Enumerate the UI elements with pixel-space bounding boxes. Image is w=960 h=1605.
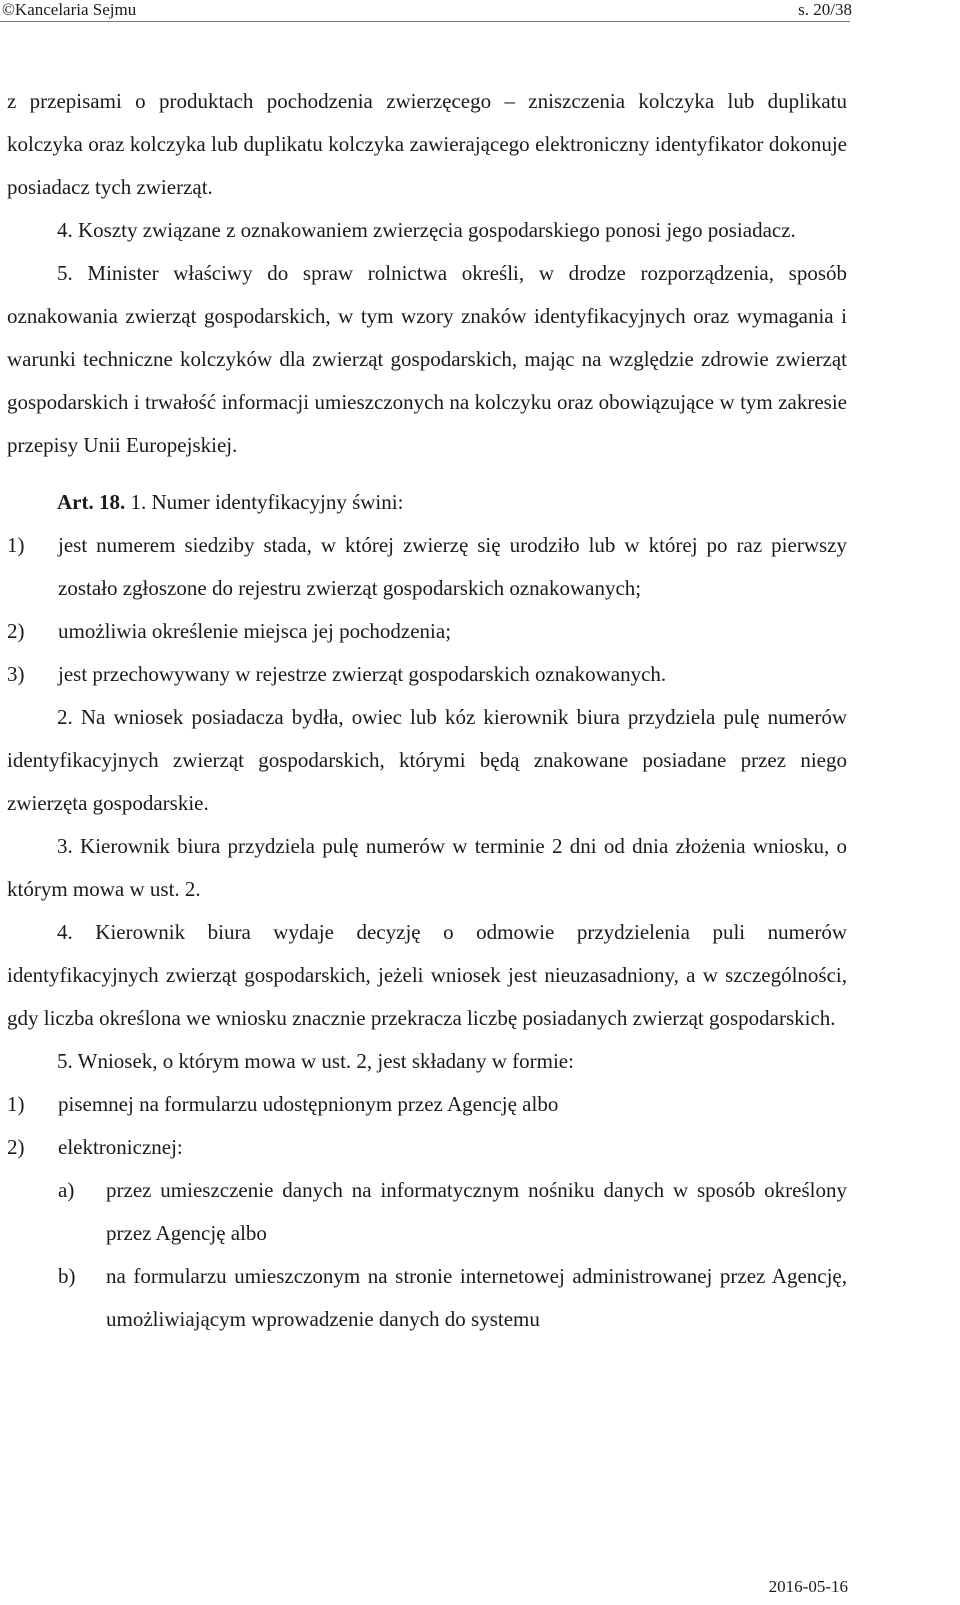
sub-list-item: [7, 1255, 847, 1341]
article-intro: 1. Numer identyfikacyjny świni:: [130, 490, 404, 514]
article-paragraph-3: 3. Kierownik biura przydziela pulę numerów w terminie 2 dni od dnia złożenia wniosku, o którym mowa w ust. 2.: [7, 834, 847, 901]
sub-list-item-text: na formularzu umieszczonym na stronie internetowej administrowanej przez Agencję, umożliwiającym wprowadzenie danych do systemu: [106, 1264, 847, 1331]
list-item-text: umożliwia określenie miejsca jej pochodzenia;: [58, 619, 452, 643]
list-item-number: 1): [7, 1092, 25, 1116]
sub-list-item-letter: a): [58, 1178, 75, 1202]
article-paragraph-5: 5. Wniosek, o którym mowa w ust. 2, jest składany w formie:: [57, 1049, 574, 1073]
list-item: [7, 1083, 847, 1126]
list-item-text: jest przechowywany w rejestrze zwierząt gospodarskich oznakowanych.: [58, 662, 667, 686]
article-18-heading: [7, 481, 847, 524]
page-number: s. 20/38: [798, 0, 852, 19]
list-item-number: 2): [7, 619, 25, 643]
list-item-text: elektronicznej:: [58, 1135, 183, 1159]
page-header: [0, 0, 960, 24]
list-item-number: 2): [7, 1135, 25, 1159]
article-paragraph-2: 2. Na wniosek posiadacza bydła, owiec lub kóz kierownik biura przydziela pulę numerów identyfikacyjnych zwierząt gospodarskich, którymi będą znakowane posiadane przez niego zwierzęta gospodarskie.: [7, 705, 847, 815]
list-item-text: jest numerem siedziby stada, w której zwierzę się urodziło lub w której po raz pierwszy zostało zgłoszone do rejestru zwierząt gospodarskich oznakowanych;: [58, 533, 847, 600]
document-date: 2016-05-16: [768, 1577, 848, 1596]
publisher-label: ©Kancelaria Sejmu: [2, 0, 137, 19]
list-item: [7, 1126, 847, 1169]
document-body: [7, 80, 847, 1341]
header-divider: [0, 21, 850, 22]
sub-list-item-letter: b): [58, 1264, 76, 1288]
article-label: Art. 18.: [57, 490, 126, 514]
article-paragraph-4: 4. Kierownik biura wydaje decyzję o odmowie przydzielenia puli numerów identyfikacyjnych zwierząt gospodarskich, jeżeli wniosek jest nieuzasadniony, a w szczególności, gdy liczba określona we wniosku znacznie przekracza liczbę posiadanych zwierząt gospodarskich.: [7, 920, 847, 1030]
list-item-text: pisemnej na formularzu udostępnionym przez Agencję albo: [58, 1092, 559, 1116]
list-item: [7, 524, 847, 610]
list-item: [7, 610, 847, 653]
continuation-paragraph: z przepisami o produktach pochodzenia zwierzęcego – zniszczenia kolczyka lub duplikatu kolczyka oraz kolczyka lub duplikatu kolczyka zawierającego elektroniczny identyfikator dokonuje posiadacz tych zwierząt.: [7, 89, 847, 199]
list-item-number: 3): [7, 662, 25, 686]
list-item: [7, 653, 847, 696]
sub-list-item-text: przez umieszczenie danych na informatycznym nośniku danych w sposób określony przez Agencję albo: [106, 1178, 847, 1245]
paragraph-5: 5. Minister właściwy do spraw rolnictwa określi, w drodze rozporządzenia, sposób oznakowania zwierząt gospodarskich, w tym wzory znaków identyfikacyjnych oraz wymagania i warunki techniczne kolczyków dla zwierząt gospodarskich, mając na względzie zdrowie zwierząt gospodarskich i trwałość informacji umieszczonych na kolczyku oraz obowiązujące w tym zakresie przepisy Unii Europejskiej.: [7, 261, 847, 457]
paragraph-4: 4. Koszty związane z oznakowaniem zwierzęcia gospodarskiego ponosi jego posiadacz.: [57, 218, 796, 242]
list-item-number: 1): [7, 533, 25, 557]
sub-list-item: [7, 1169, 847, 1255]
